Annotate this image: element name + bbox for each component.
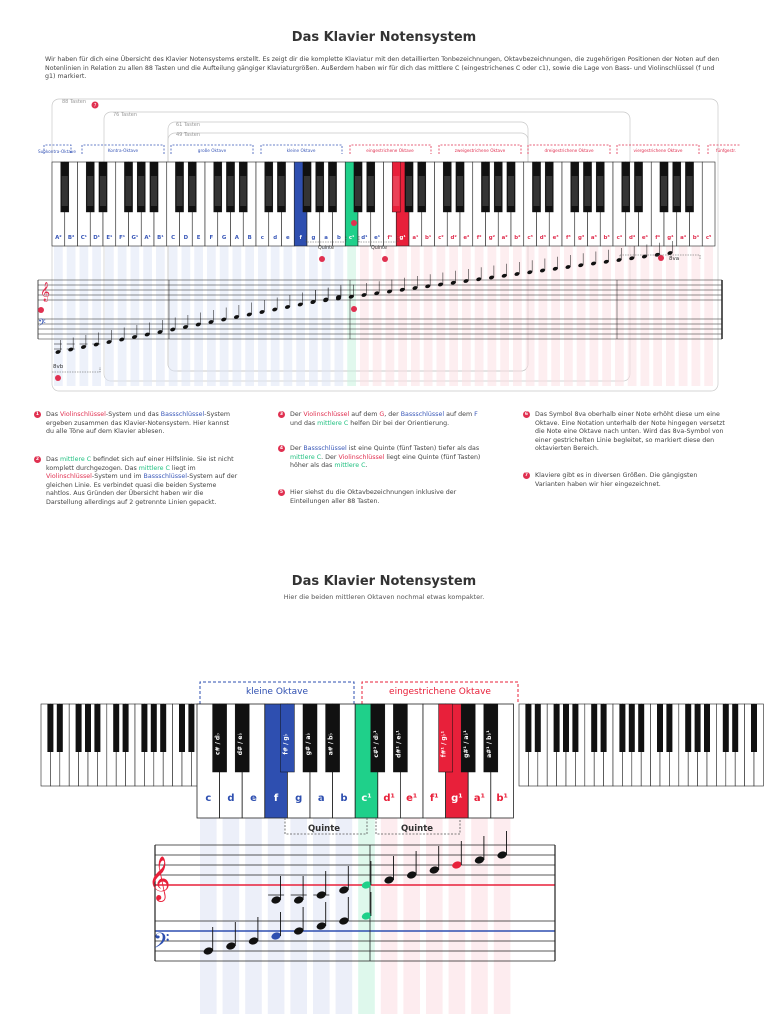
footnote-number: 2 xyxy=(35,457,40,462)
black-key-label: c#¹ / d♭¹ xyxy=(372,730,380,758)
key-column xyxy=(692,246,701,386)
white-key-label: c⁴ xyxy=(616,235,623,241)
black-key-label: d#¹ / e♭¹ xyxy=(395,730,403,758)
white-key-label: g² xyxy=(488,235,495,241)
white-key-label: e³ xyxy=(552,235,559,241)
marker-1 xyxy=(38,307,44,313)
white-key-label: G xyxy=(221,235,227,241)
white-key-label: e¹ xyxy=(374,235,381,241)
white-key-label: a xyxy=(324,235,328,241)
footnote-number: 4 xyxy=(279,446,284,451)
side-black-key[interactable] xyxy=(554,704,560,752)
key-column xyxy=(475,246,484,386)
key-column xyxy=(679,246,688,386)
marker-3 xyxy=(351,220,357,226)
white-key-label: B² xyxy=(67,235,75,241)
side-black-key[interactable] xyxy=(572,704,578,752)
key-column xyxy=(513,246,522,386)
quinte-label-bottom-right: Quinte xyxy=(400,824,434,834)
octave-label-klein-bottom: kleine Oktave xyxy=(245,687,309,697)
white-key-label: C¹ xyxy=(80,235,88,241)
key-column xyxy=(290,818,307,1014)
white-key-label: a¹ xyxy=(412,235,419,241)
black-key-label: a# / b♭ xyxy=(327,732,335,756)
marker-7-label: 7 xyxy=(93,103,97,109)
white-key-label: d xyxy=(273,235,278,241)
footnote-number: 6 xyxy=(524,412,529,417)
side-black-key[interactable] xyxy=(151,704,157,752)
top-keyboard xyxy=(52,162,715,246)
octave-label-dreigestrichen: dreigestrichene Oktave xyxy=(544,148,594,153)
black-key-label-area xyxy=(317,176,323,206)
side-black-key[interactable] xyxy=(113,704,119,752)
top-title: Das Klavier Notensystem xyxy=(291,30,477,45)
footnote-number: 1 xyxy=(35,412,40,417)
side-black-key[interactable] xyxy=(85,704,91,752)
key-column xyxy=(105,246,114,386)
side-black-key[interactable] xyxy=(619,704,625,752)
octave-label-eingestrichen: eingestrichene Oktave xyxy=(366,148,414,153)
white-key-label: c xyxy=(205,793,212,804)
key-column xyxy=(143,246,152,386)
white-key-label: F¹ xyxy=(119,235,126,241)
white-key-label: B¹ xyxy=(157,235,164,241)
black-key-label-area xyxy=(444,176,450,206)
side-black-key[interactable] xyxy=(563,704,569,752)
bass-clef-top: 𝄢 xyxy=(38,317,46,331)
key-column xyxy=(615,246,624,386)
white-key-label: e⁴ xyxy=(641,235,648,241)
footnote-number: 7 xyxy=(524,473,529,478)
white-key-label: d⁴ xyxy=(629,235,636,241)
black-key-label-area xyxy=(686,176,692,206)
key-column xyxy=(335,246,344,386)
black-key-label: f#¹ / g♭¹ xyxy=(440,730,448,758)
octave-label-fuenfgestrichen: fünfgestr. xyxy=(716,148,736,153)
key-column xyxy=(411,246,420,386)
white-key-label: a⁴ xyxy=(680,235,687,241)
key-column xyxy=(704,246,713,386)
footnote-number: 5 xyxy=(279,490,284,495)
side-black-key[interactable] xyxy=(57,704,63,752)
white-key-label: c⁵ xyxy=(705,235,712,241)
white-key-label: b xyxy=(340,793,348,804)
side-black-key[interactable] xyxy=(525,704,531,752)
white-key-label: D xyxy=(183,235,189,241)
bottom-title: Das Klavier Notensystem xyxy=(291,574,477,589)
white-key-label: D¹ xyxy=(93,235,101,241)
side-black-key[interactable] xyxy=(47,704,53,752)
black-key-label-area xyxy=(674,176,680,206)
footnote-text: Das mittlere C befindet sich auf einer Hilfslinie. Sie ist nicht komplett durchgezogen. Das mittlere C liegt im Violinschlüssel-System und im Bassschlüssel-System auf der gleichen Linie. Es verbindet quasi die beiden Systeme nahtlos. Aus Gründen der Übersicht haben wir die Darstellung allerdings auf 2 getrennte Linien gepackt. xyxy=(46,456,238,506)
key-column xyxy=(156,246,165,386)
black-key-label-area xyxy=(138,176,144,206)
key-column xyxy=(426,818,443,1014)
white-key-label: f² xyxy=(476,235,482,241)
key-column xyxy=(386,246,395,386)
white-key-label: f xyxy=(273,793,279,804)
white-key-label: e² xyxy=(463,235,470,241)
key-column xyxy=(602,246,611,386)
black-key-label-area xyxy=(215,176,221,206)
white-key-label: b⁴ xyxy=(692,235,699,241)
white-key-label: f¹ xyxy=(387,235,393,241)
marker-2 xyxy=(351,306,357,312)
white-key-label: a³ xyxy=(590,235,597,241)
key-column xyxy=(462,246,471,386)
side-black-key[interactable] xyxy=(94,704,100,752)
key-column xyxy=(373,246,382,386)
white-key-label: g¹ xyxy=(451,793,463,804)
key-column xyxy=(437,246,446,386)
white-key-label: b² xyxy=(514,235,521,241)
key-column xyxy=(471,818,488,1014)
ottava-low-label: 8vb xyxy=(53,364,64,370)
side-black-key[interactable] xyxy=(179,704,185,752)
key-column xyxy=(194,246,203,386)
black-key-label-area xyxy=(100,176,106,206)
footnote-number: 3 xyxy=(279,412,284,417)
key-column xyxy=(80,246,89,386)
key-column xyxy=(207,246,216,386)
quinte-label-bottom-left: Quinte xyxy=(307,824,341,834)
white-key-label: A¹ xyxy=(144,235,151,241)
keyboard-size-labels xyxy=(62,99,200,138)
black-key-label-area xyxy=(635,176,641,206)
octave-label-zweigestrichen: zweigestrichene Oktave xyxy=(454,148,506,153)
side-black-key[interactable] xyxy=(732,704,738,752)
white-key-label: d xyxy=(227,793,235,804)
marker-6-low xyxy=(55,375,61,381)
key-column xyxy=(131,246,140,386)
side-black-key[interactable] xyxy=(704,704,710,752)
key-column xyxy=(653,246,662,386)
key-column xyxy=(268,818,285,1014)
white-key-label: g xyxy=(295,793,303,804)
white-key-label: b xyxy=(336,235,341,241)
octave-label-klein: kleine Oktave xyxy=(286,148,316,153)
key-column xyxy=(500,246,509,386)
side-black-key[interactable] xyxy=(76,704,82,752)
key-column xyxy=(309,246,318,386)
key-column xyxy=(284,246,293,386)
bass-clef-bottom: 𝄢 xyxy=(153,929,170,959)
black-key-label-area xyxy=(406,176,412,206)
octave-label-viergestrichen: viergestrichene Oktave xyxy=(633,148,683,153)
black-key-label: a#¹ / b♭¹ xyxy=(485,730,493,758)
size-76-label: 76 Tasten xyxy=(113,112,138,118)
black-key-label-area xyxy=(278,176,284,206)
white-key-label: d¹ xyxy=(383,793,395,804)
key-column xyxy=(590,246,599,386)
compact-keyboard-diagram xyxy=(0,664,768,1024)
white-key-label: A xyxy=(234,235,239,241)
footnote-text: Der Violinschlüssel auf dem G, der Bassschlüssel auf dem F und das mittlere C helfen Dir bei der Orientierung. xyxy=(290,411,478,427)
black-key-label-area xyxy=(368,176,374,206)
black-key-label-area xyxy=(176,176,182,206)
key-column xyxy=(200,818,217,1014)
key-column xyxy=(488,246,497,386)
black-key-label-area xyxy=(266,176,272,206)
key-column xyxy=(539,246,548,386)
white-key-label: c xyxy=(260,235,264,241)
white-key-label: a² xyxy=(501,235,508,241)
marker-4-left xyxy=(319,256,325,262)
white-key-label: a¹ xyxy=(473,793,486,804)
white-key-label: g¹ xyxy=(399,235,406,241)
key-column xyxy=(92,246,101,386)
octave-labels xyxy=(38,148,736,154)
side-black-key[interactable] xyxy=(695,704,701,752)
black-key-label-area xyxy=(419,176,425,206)
key-column xyxy=(258,246,267,386)
marker-6 xyxy=(658,255,664,261)
white-key-label: b¹ xyxy=(425,235,432,241)
key-column xyxy=(424,246,433,386)
octave-label-subkontra: Subkontra-Oktave xyxy=(37,149,77,154)
octave-label-kontra: Kontra-Oktave xyxy=(107,148,139,153)
white-key-label: C xyxy=(171,235,176,241)
side-black-key[interactable] xyxy=(723,704,729,752)
side-black-key[interactable] xyxy=(188,704,194,752)
white-key-label: E xyxy=(196,235,201,241)
white-key-label: f xyxy=(299,235,302,241)
key-column xyxy=(271,246,280,386)
key-column xyxy=(403,818,420,1014)
black-key-label-area xyxy=(457,176,463,206)
key-column xyxy=(666,246,675,386)
key-column xyxy=(220,246,229,386)
side-black-key[interactable] xyxy=(629,704,635,752)
key-column xyxy=(526,246,535,386)
size-61-label: 61 Tasten xyxy=(176,122,201,128)
white-key-label: A² xyxy=(55,235,62,241)
key-column xyxy=(381,818,398,1014)
key-column xyxy=(360,246,369,386)
black-key-label-area xyxy=(87,176,93,206)
black-key-label-area xyxy=(393,176,399,206)
white-key-label: F xyxy=(209,235,214,241)
black-key-label-area xyxy=(623,176,629,206)
bottom-keyboard xyxy=(197,704,513,818)
key-column xyxy=(67,246,76,386)
footnote-text: Hier siehst du die Oktavbezeichnungen inklusive der Einteilungen aller 88 Tasten. xyxy=(290,489,457,505)
octave-label-gross: große Oktave xyxy=(197,148,227,153)
white-key-label: f⁴ xyxy=(655,235,660,241)
white-key[interactable] xyxy=(702,162,715,246)
black-key-label-area xyxy=(482,176,488,206)
footnote-text: Der Bassschlüssel ist eine Quinte (fünf Tasten) tiefer als das mittlere C. Der Violinschlüssel liegt eine Quinte (fünf Tasten) höher als das mittlere C. xyxy=(290,445,481,470)
black-key-label-area xyxy=(661,176,667,206)
white-key-label: g xyxy=(311,235,316,241)
white-key-label: g⁴ xyxy=(667,235,674,241)
key-column xyxy=(449,246,458,386)
black-key-label-area xyxy=(572,176,578,206)
side-black-key[interactable] xyxy=(123,704,129,752)
key-column xyxy=(245,818,262,1014)
key-column xyxy=(398,246,407,386)
black-key-label-area xyxy=(151,176,157,206)
black-key-label: f# / g♭ xyxy=(282,733,290,755)
black-key-label-area xyxy=(304,176,310,206)
key-column xyxy=(313,818,330,1014)
side-black-key[interactable] xyxy=(751,704,757,752)
black-key-label-area xyxy=(546,176,552,206)
size-49-label: 49 Tasten xyxy=(176,132,201,138)
bottom-subtitle: Hier die beiden mittleren Oktaven nochmal etwas kompakter. xyxy=(283,593,485,601)
black-key-label-area xyxy=(495,176,501,206)
key-column xyxy=(182,246,191,386)
white-key-label: e xyxy=(286,235,290,241)
white-key-label: c¹ xyxy=(361,793,372,804)
black-key-label-area xyxy=(508,176,514,206)
key-column xyxy=(641,246,650,386)
octave-label-eingestrichen-bottom: eingestrichene Oktave xyxy=(389,687,491,697)
key-column xyxy=(449,818,466,1014)
white-key-label: B xyxy=(247,235,252,241)
key-column xyxy=(494,818,511,1014)
white-key-label: f³ xyxy=(566,235,571,241)
key-column xyxy=(118,246,127,386)
footnote-text: Das Symbol 8va oberhalb einer Note erhöht diese um eine Oktave. Eine Notation unterhalb der Note hingegen versetzt die Note eine Oktave nach unten. Wird das 8va-Symbol von einer gestrichelten Linie begleitet, so markiert diese den oktavierten Bereich. xyxy=(535,411,725,453)
footnote-text: Das Violinschlüssel-System und das Bassschlüssel-System ergeben zusammen das Klavier-Notensystem. Hier kannst du alle Töne auf dem Klavier ablesen. xyxy=(46,411,230,436)
side-black-key[interactable] xyxy=(666,704,672,752)
white-key-label: d² xyxy=(450,235,457,241)
key-column xyxy=(336,818,353,1014)
black-key-label-area xyxy=(533,176,539,206)
key-column xyxy=(322,246,331,386)
key-column xyxy=(169,246,178,386)
side-black-key[interactable] xyxy=(591,704,597,752)
white-key-label: G¹ xyxy=(131,235,139,241)
white-key-label: b¹ xyxy=(496,793,508,804)
black-key-label-area xyxy=(62,176,68,206)
side-black-key[interactable] xyxy=(141,704,147,752)
marker-4-right xyxy=(382,256,388,262)
side-black-key[interactable] xyxy=(685,704,691,752)
white-key-label: d³ xyxy=(539,235,546,241)
size-88-label: 88 Tasten xyxy=(62,99,87,105)
white-key-label: c² xyxy=(438,235,444,241)
key-column xyxy=(223,818,240,1014)
intro-text: Wir haben für dich eine Übersicht des Klavier Notensystems erstellt. Es zeigt dir die komplette Klaviatur mit den detaillierten Tonbezeichnungen, Oktavbezeichnungen, die zugehörigen Positionen der Noten auf den Notenlinien in Relation zu allen 88 Tasten und die Aufteilung gängiger Klaviaturgrößen. Außerdem haben wir für dich das mittlere C (eingestrichenes C oder c1), sowie die Lage von Bass- und Violinschlüssel (f und g1) markiert. xyxy=(45,56,720,81)
white-key-label: E¹ xyxy=(106,235,113,241)
white-key-label: g³ xyxy=(578,235,585,241)
white-key-label: e¹ xyxy=(406,793,418,804)
white-key-label: c³ xyxy=(527,235,533,241)
ottava-high-label: 8va xyxy=(669,256,680,262)
black-key-label: d# / e♭ xyxy=(237,732,245,756)
black-key-label: g# / a♭ xyxy=(305,732,312,756)
black-key-label-area xyxy=(125,176,131,206)
black-key-label-area xyxy=(227,176,233,206)
footnote-text: Klaviere gibt es in diversen Größen. Die gängigsten Varianten haben wir hier eingezeichnet. xyxy=(535,472,698,488)
quinte-label-top-left: Quinte xyxy=(317,246,335,251)
key-highlight-columns xyxy=(54,246,713,386)
side-black-key[interactable] xyxy=(601,704,607,752)
white-key-label: c¹ xyxy=(348,235,355,241)
key-column xyxy=(628,246,637,386)
black-key-label-area xyxy=(240,176,246,206)
white-key-label: f¹ xyxy=(429,793,439,804)
side-black-key[interactable] xyxy=(638,704,644,752)
side-black-key[interactable] xyxy=(657,704,663,752)
white-key-label: b³ xyxy=(603,235,610,241)
side-black-key[interactable] xyxy=(535,704,541,752)
black-key-label-area xyxy=(329,176,335,206)
key-column xyxy=(296,246,305,386)
black-key-label-area xyxy=(355,176,361,206)
treble-clef-top: 𝄞 xyxy=(40,282,51,302)
black-key-label-area xyxy=(597,176,603,206)
black-key-label-area xyxy=(584,176,590,206)
key-column xyxy=(347,246,356,386)
white-key-label: a xyxy=(317,793,325,804)
white-key-label: e xyxy=(250,793,257,804)
black-key-label-area xyxy=(189,176,195,206)
black-key-label: g#¹ / a♭¹ xyxy=(463,730,471,758)
quinte-label-top-right: Quinte xyxy=(370,246,388,251)
treble-clef-bottom: 𝄞 xyxy=(148,856,171,900)
side-black-key[interactable] xyxy=(160,704,166,752)
white-key-label: d¹ xyxy=(361,235,368,241)
black-key-label: c# / d♭ xyxy=(214,732,222,756)
key-highlight-columns-bottom xyxy=(200,818,510,1014)
